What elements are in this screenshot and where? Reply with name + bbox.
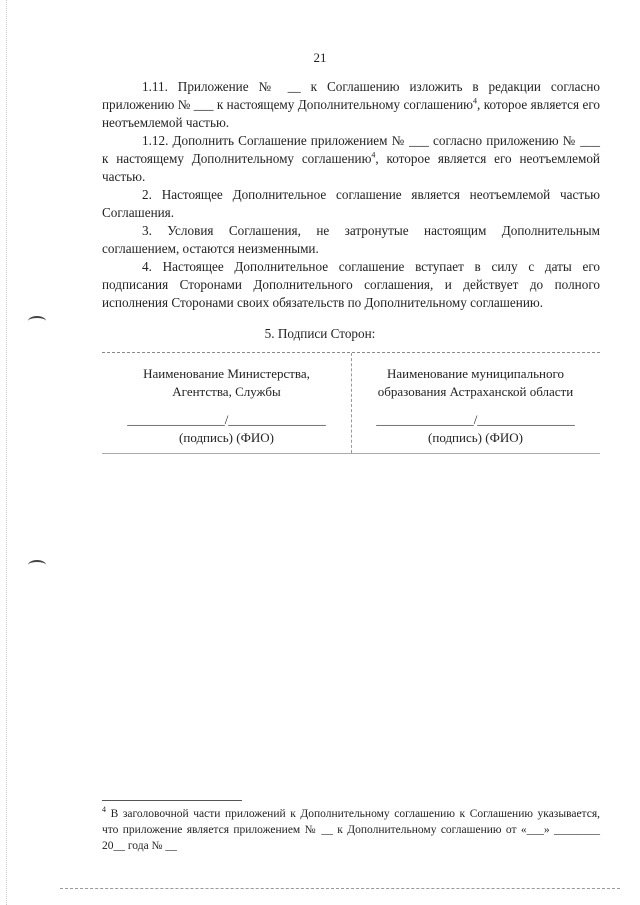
page-number: 21 <box>313 50 327 65</box>
paragraph-2-text: 2. Настоящее Дополнительное соглашение является неотъемлемой частью Соглашения. <box>102 187 600 220</box>
signatures-table <box>102 352 600 454</box>
footnote-ref: 4 <box>371 150 376 160</box>
hole-punch-mark <box>28 560 46 570</box>
paragraph-3-text: 3. Условия Соглашения, не затронутые настоящим Дополнительным соглашением, остаются неизменными. <box>102 223 600 256</box>
footnote-number: 4 <box>102 805 106 815</box>
paragraph-1-11-tail: , которое является его неотъемлемой частью. <box>102 97 601 130</box>
hole-punch-mark <box>28 316 46 326</box>
paragraph-4 <box>102 258 600 312</box>
paragraph-4-text: 4. Настоящее Дополнительное соглашение вступает в силу с даты его подписания Сторонами Дополнительного соглашения, и действует до полного исполнения Сторонами своих обязательств по Дополнительному соглашению. <box>102 259 600 310</box>
municipality-name-label: Наименование муниципального образования Астраханской области <box>377 366 574 399</box>
scan-left-edge <box>6 0 7 905</box>
signature-left-column <box>102 353 351 453</box>
footnote-separator <box>102 800 242 801</box>
footnote <box>102 806 600 854</box>
footnote-text: В заголовочной части приложений к Дополнительному соглашению к Соглашению указывается, что приложение является приложением № __ к Дополнительному соглашению от «___» ________ 20__ года № __ <box>102 808 600 852</box>
signature-caption: (подпись) (ФИО) <box>428 430 523 445</box>
signature-caption: (подпись) (ФИО) <box>179 430 274 445</box>
paragraph-1-12-text: 1.12. Дополнить Соглашение приложением № ___ согласно приложению № ___ к настоящему Дополнительному соглашению <box>102 133 600 166</box>
document-body <box>102 78 600 312</box>
paragraph-1-11 <box>102 78 600 132</box>
paragraph-3 <box>102 222 600 258</box>
signature-line: _______________/_______________ <box>376 412 575 427</box>
paragraph-1-11-text: 1.11. Приложение № __ к Соглашению изложить в редакции согласно приложению № ___ к настоящему Дополнительному соглашению <box>102 79 600 112</box>
scan-bottom-edge <box>60 888 620 889</box>
paragraph-2 <box>102 186 600 222</box>
signatures-heading: 5. Подписи Сторон: <box>264 326 376 341</box>
footnote-ref: 4 <box>473 96 478 106</box>
ministry-name-label: Наименование Министерства, Агентства, Службы <box>143 366 310 399</box>
paragraph-1-12-tail: , которое является его неотъемлемой частью. <box>102 151 600 184</box>
paragraph-1-12 <box>102 132 600 186</box>
signature-line: _______________/_______________ <box>127 412 326 427</box>
signature-right-column <box>351 353 600 453</box>
